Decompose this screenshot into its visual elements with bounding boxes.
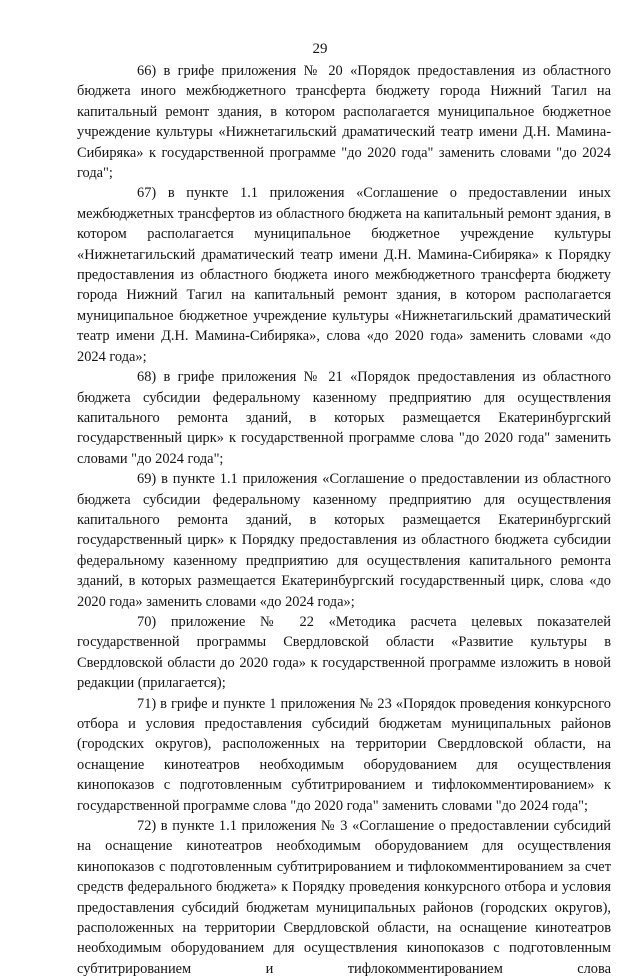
paragraph-67: 67) в пункте 1.1 приложения «Соглашение о предоставлении иных межбюджетных трансфертов из областного бюджета на капитальный ремонт здания, в котором располагается муниципальное бюджетное учреждение культуры «Нижнетагильский драматический театр имени Д.Н. Мамина-Сибиряка» к Порядку предоставления из областного бюджета иного межбюджетного трансферта бюджету города Нижний Тагил на капитальный ремонт здания, в котором располагается муниципальное бюджетное учреждение культуры «Нижнетагильский драматический театр имени Д.Н. Мамина-Сибиряка», слова «до 2020 года» заменить словами «до 2024 года»; [77, 185, 611, 365]
paragraph-70: 70) приложение № 22 «Методика расчета целевых показателей государственной программы Свердловской области «Развитие культуры в Свердловской области до 2020 года» к государственной программе изложить в новой редакции (прилагается); [77, 613, 611, 692]
paragraph-71: 71) в грифе и пункте 1 приложения № 23 «Порядок проведения конкурсного отбора и условия предоставления субсидий бюджетам муниципальных районов (городских округов), расположенных на территории Свердловской области, на оснащение кинотеатров необходимым оборудованием для осуществления кинопоказов с подготовленным субтитрированием и тифлокомментированием» к государственной программе слова "до 2020 года" заменить словами "до 2024 года"; [77, 695, 611, 814]
paragraph-72: 72) в пункте 1.1 приложения № 3 «Соглашение о предоставлении субсидий на оснащение кинотеатров необходимым оборудованием для осуществления кинопоказов с подготовленным субтитрированием и тифлокомментированием за счет средств федерального бюджета» к Порядку проведения конкурсного отбора и условия предоставления субсидий бюджетам муниципальных районов (городских округов), расположенных на территории Свердловской области, на оснащение кинотеатров необходимым оборудованием для осуществления кинопоказов с подготовленным субтитрированием и тифлокомментированием слова [77, 818, 611, 977]
paragraph-69: 69) в пункте 1.1 приложения «Соглашение о предоставлении из областного бюджета субсидии федеральному казенному предприятию для осуществления капитального ремонта зданий, в которых размещается Екатеринбургский государственный цирк» к Порядку предоставления из областного бюджета субсидии федеральному казенному предприятию для осуществления капитального ремонта зданий, в которых размещается Екатеринбургский государственный цирк, слова «до 2020 года» заменить словами «до 2024 года»; [77, 471, 611, 610]
paragraph-68: 68) в грифе приложения № 21 «Порядок предоставления из областного бюджета субсидии федеральному казенному предприятию для осуществления капитального ремонта зданий, в которых размещается Екатеринбургский государственный цирк» к государственной программе слова "до 2020 года" заменить словами "до 2024 года"; [77, 369, 611, 467]
paragraph-66: 66) в грифе приложения № 20 «Порядок предоставления из областного бюджета иного межбюджетного трансферта бюджету города Нижний Тагил на капитальный ремонт здания, в котором располагается муниципальное бюджетное учреждение культуры «Нижнетагильский драматический театр имени Д.Н. Мамина-Сибиряка» к государственной программе "до 2020 года" заменить словами "до 2024 года"; [77, 63, 611, 182]
document-body [77, 61, 611, 979]
page-number: 29 [312, 41, 328, 57]
